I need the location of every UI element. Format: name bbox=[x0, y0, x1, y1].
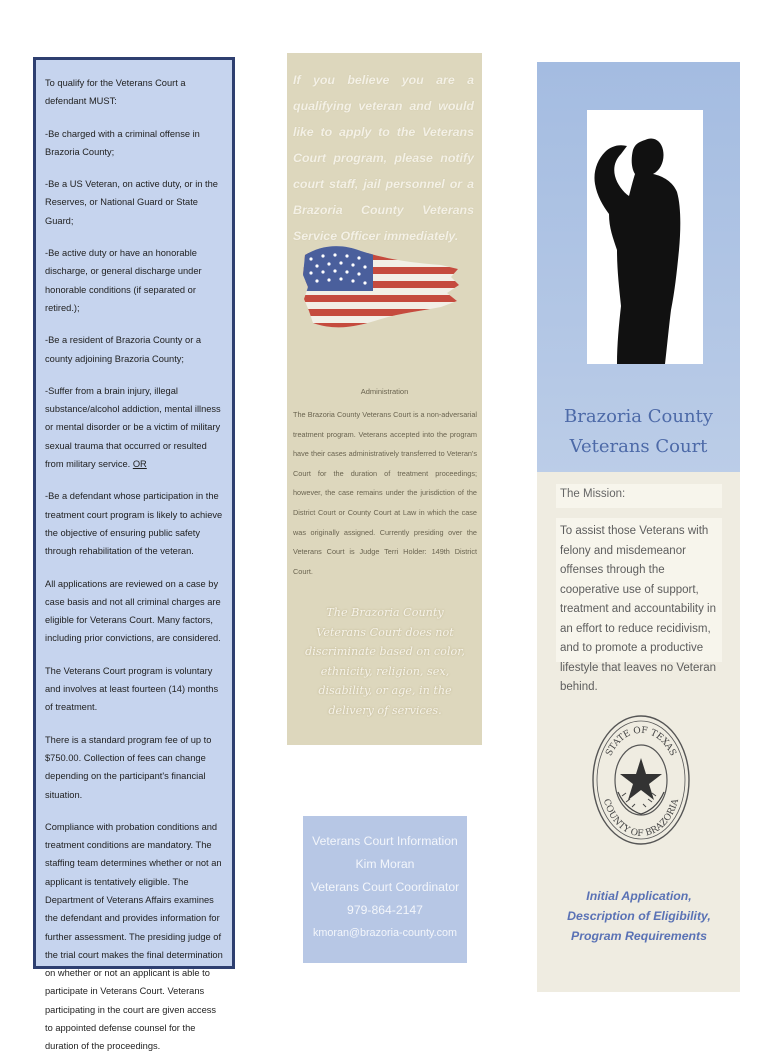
or-label: OR bbox=[132, 459, 147, 470]
tagline-line1: Initial Application, bbox=[586, 889, 692, 903]
program-fee: There is a standard program fee of up to $750.00. Collection of fees can change depending on the participant's financial situation. bbox=[45, 734, 212, 800]
american-flag-icon bbox=[301, 241, 461, 333]
application-panel bbox=[287, 53, 482, 745]
eligibility-heading: To qualify for the Veterans Court a defendant MUST: bbox=[45, 78, 186, 107]
apply-intro: If you believe you are a qualifying veteran and would like to apply to the Veterans Court program, please notify court staff, jail personnel or a Brazoria County Veterans Service Officer immediately. bbox=[293, 73, 474, 243]
applications-review: All applications are reviewed on a case by case basis and not all criminal charges are eligible for Veterans Court. Many factors, including prior convictions, are considered. bbox=[45, 578, 221, 644]
contact-name: Kim Moran bbox=[355, 857, 415, 871]
seal-bottom-text: COUNTY OF BRAZORIA bbox=[600, 797, 682, 840]
criterion-condition bbox=[45, 382, 223, 473]
contact-email: kmoran@brazoria-county.com bbox=[313, 927, 457, 939]
compliance-info: Compliance with probation conditions and treatment conditions are mandatory. The staffing team determines whether or not an applicant is tentatively eligible. The Department of Veterans Affairs examines the defendant and provides information for further assessment. The presiding judge of the trial court makes the final determination on whether or not an applicant is able to participate in Veterans Court. Veterans participating in the court are given access to appointed defense counsel for the duration of the proceedings. bbox=[45, 821, 223, 1052]
contact-title: Veterans Court Information bbox=[312, 834, 458, 848]
program-duration: The Veterans Court program is voluntary and involves at least fourteen (14) months of treatment. bbox=[45, 665, 219, 713]
county-seal-icon bbox=[590, 712, 692, 848]
mission-label: The Mission: bbox=[556, 484, 722, 508]
seal-top-text: STATE OF TEXAS bbox=[604, 725, 678, 758]
criterion-condition-text: -Suffer from a brain injury, illegal substance/alcohol addiction, mental illness or mental disorder or be a victim of military sexual trauma that occurred or resulted from military service. bbox=[45, 385, 221, 470]
court-title-line1: Brazoria County bbox=[564, 406, 713, 427]
contact-info-box bbox=[303, 816, 467, 963]
criterion-charged: -Be charged with a criminal offense in Brazoria County; bbox=[45, 128, 200, 157]
contact-role: Veterans Court Coordinator bbox=[310, 880, 460, 894]
court-title bbox=[537, 402, 740, 462]
criterion-veteran: -Be a US Veteran, on active duty, or in the Reserves, or National Guard or State Guard; bbox=[45, 179, 218, 226]
saluting-soldier-icon bbox=[587, 110, 703, 364]
nondiscrimination-statement: The Brazoria County Veterans Court does not discriminate based on color, ethnicity, religion, sex, disability, or age, in the delivery of services. bbox=[305, 606, 465, 717]
tagline-line2: Description of Eligibility, bbox=[567, 909, 711, 923]
mission-statement: To assist those Veterans with felony and misdemeanor offenses through the cooperative use of support, treatment and accountability in an effort to reduce recidivism, and to promote a productive lifestyle that leaves no Veteran behind. bbox=[556, 518, 722, 662]
administration-text: The Brazoria County Veterans Court is a non-adversarial treatment program. Veterans accepted into the program have their cases administratively transferred to Veteran's Court for the duration of treatment proceedings; however, the case remains under the jurisdiction of the District Court or County Court at Law in which the case was originally assigned. Currently presiding over the Veterans Court is Judge Terri Holder: 149th District Court. bbox=[293, 410, 477, 576]
contact-phone: 979-864-2147 bbox=[347, 903, 423, 917]
court-title-line2: Veterans Court bbox=[569, 436, 708, 457]
administration-heading: Administration bbox=[360, 387, 409, 396]
eligibility-panel bbox=[33, 57, 235, 1052]
criterion-resident: -Be a resident of Brazoria County or a county adjoining Brazoria County; bbox=[45, 335, 202, 364]
tagline-line3: Program Requirements bbox=[571, 929, 707, 943]
criterion-discharge: -Be active duty or have an honorable discharge, or general discharge under honorable conditions (if separated or retired.); bbox=[45, 248, 202, 313]
brochure-tagline bbox=[556, 886, 722, 946]
criterion-participation: -Be a defendant whose participation in the treatment court program is likely to achieve the objective of ensuring public safety through rehabilitation of the veteran. bbox=[45, 491, 223, 557]
